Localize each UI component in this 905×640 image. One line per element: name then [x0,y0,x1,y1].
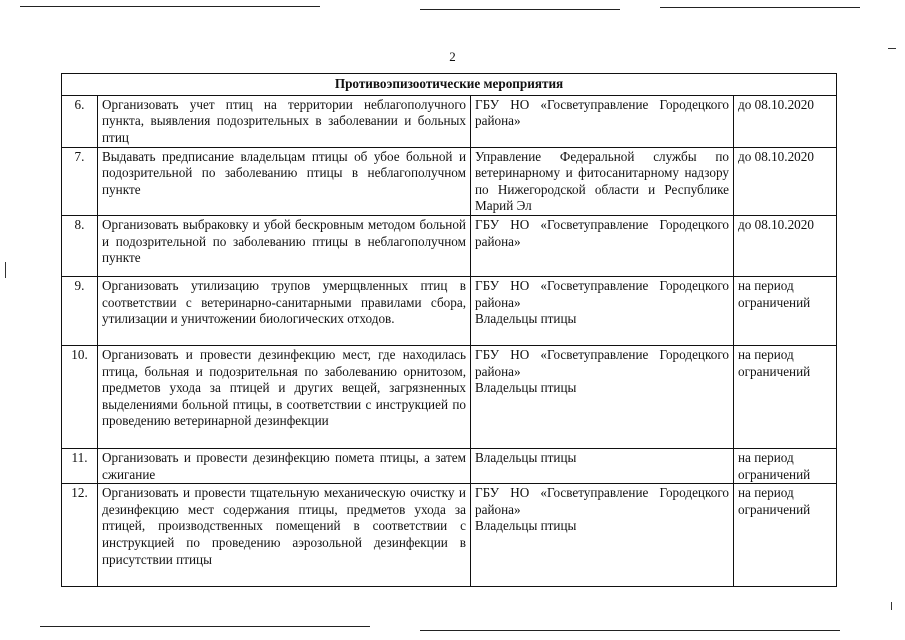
scan-artifact-edge-mark [891,602,892,610]
page-number: 2 [449,49,456,64]
row-number: 7. [62,147,98,215]
scan-artifact-edge-mark [5,262,6,278]
table-row [62,448,837,483]
table-header: Противоэпизоотические мероприятия [62,74,837,96]
row-deadline: до 08.10.2020 [734,95,837,147]
table-row [62,95,837,147]
row-responsible: Управление Федеральной службы по ветеринарному и фитосанитарному надзору по Нижегородской области и Республике Марий Эл [471,147,734,215]
table-row [62,147,837,215]
row-number: 10. [62,345,98,448]
row-measure: Организовать и провести дезинфекцию помета птицы, а затем сжигание [98,448,471,483]
row-measure: Организовать и провести тщательную механическую очистку и дезинфекцию мест содержания птицы, предметов ухода за птицей, производственных помещений в соответствии с инструкцией по проведению аэрозольной дезинфекции в присутствии птицы [98,484,471,587]
row-responsible: ГБУ НО «Госветуправление Городецкого района» [471,215,734,276]
scan-artifact-top-line [20,6,320,7]
table-row [62,276,837,345]
row-number: 11. [62,448,98,483]
row-responsible: ГБУ НО «Госветуправление Городецкого района» Владельцы птицы [471,276,734,345]
row-responsible: ГБУ НО «Госветуправление Городецкого района» Владельцы птицы [471,345,734,448]
row-deadline: на период ограничений [734,276,837,345]
table-header-row [62,74,837,96]
row-deadline: на период ограничений [734,484,837,587]
scan-artifact-bottom-line [420,630,840,631]
row-deadline: до 08.10.2020 [734,215,837,276]
row-deadline: на период ограничений [734,345,837,448]
row-measure: Выдавать предписание владельцам птицы об убое больной и подозрительной по заболеванию птицы в неблагополучном пункте [98,147,471,215]
row-number: 9. [62,276,98,345]
scan-artifact-top-line [420,9,620,10]
row-measure: Организовать и провести дезинфекцию мест, где находилась птица, больная и подозрительная по заболеванию орнитозом, предметов ухода за птицей и других вещей, загрязненных выделениями больной птицы, в соответствии с инструкцией по проведению ветеринарной дезинфекции [98,345,471,448]
row-number: 8. [62,215,98,276]
row-responsible: ГБУ НО «Госветуправление Городецкого района» Владельцы птицы [471,484,734,587]
row-deadline: на период ограничений [734,448,837,483]
row-measure: Организовать учет птиц на территории неблагополучного пункта, выявления подозрительных в заболевании и больных птиц [98,95,471,147]
scan-artifact-top-line [660,7,860,8]
row-measure: Организовать выбраковку и убой бескровным методом больной и подозрительной по заболеванию птицы в неблагополучном пункте [98,215,471,276]
row-number: 6. [62,95,98,147]
scan-artifact-bottom-line [40,626,370,627]
row-responsible: Владельцы птицы [471,448,734,483]
row-number: 12. [62,484,98,587]
row-responsible: ГБУ НО «Госветуправление Городецкого района» [471,95,734,147]
table-row [62,484,837,587]
table-row [62,345,837,448]
measures-table [61,73,837,587]
row-measure: Организовать утилизацию трупов умерщвленных птиц в соответствии с ветеринарно-санитарными правилами сбора, утилизации и уничтожении биологических отходов. [98,276,471,345]
table-row [62,215,837,276]
row-deadline: до 08.10.2020 [734,147,837,215]
